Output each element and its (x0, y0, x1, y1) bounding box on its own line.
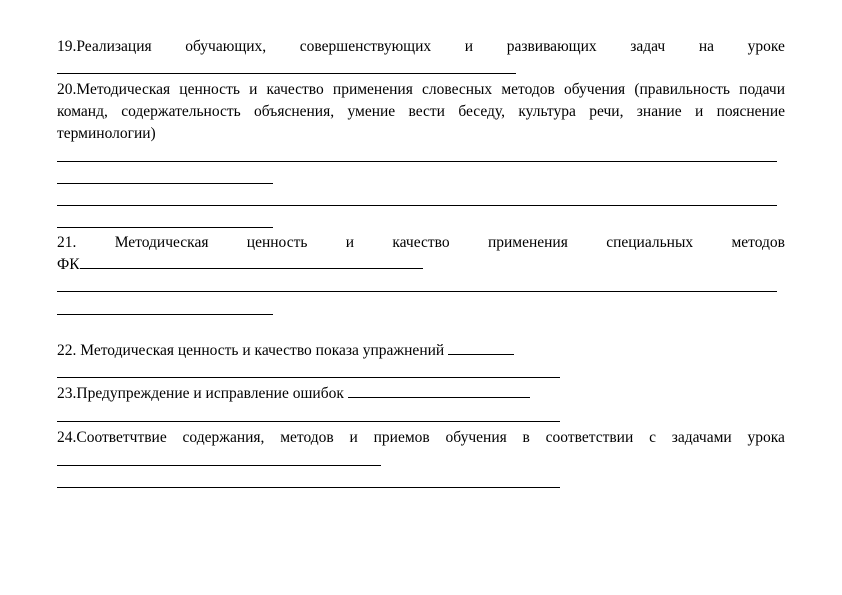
item-22-text: 22. Методическая ценность и качество показа упражнений (57, 342, 445, 359)
item-24-word: с (649, 429, 656, 446)
item-24-word: урока (747, 429, 785, 446)
item-21-word: ценность (246, 234, 308, 251)
answer-line-24a (57, 465, 381, 466)
answer-line-20c (57, 205, 777, 206)
answer-line-20b (57, 183, 273, 184)
item-20-text: 20.Методическая ценность и качество применения словесных методов обучения (правильность подачи команд, содержательность объяснения, умение вести беседу, культура речи, знание и пояснение терминологии) (57, 81, 785, 142)
item-21-word: и (345, 234, 355, 251)
item-19-word: 19.Реализация (57, 38, 152, 55)
item-21-line (57, 232, 785, 254)
item-24-word: в (522, 429, 530, 446)
item-21-word: применения (487, 234, 568, 251)
item-24-word: и (349, 429, 358, 446)
answer-line-21b (57, 314, 273, 315)
item-24-word: содержания, (182, 429, 265, 446)
item-24-line (57, 427, 785, 449)
item-19-word: уроке (747, 38, 785, 55)
answer-line-23 (57, 421, 560, 422)
item-19-word: и (464, 38, 474, 55)
item-22-line (57, 340, 785, 362)
item-24-word: обучения (445, 429, 507, 446)
item-19-word: совершенствующих (299, 38, 432, 55)
item-21-word: 21. (57, 234, 77, 251)
item-24-word: задачами (671, 429, 732, 446)
answer-line-22 (57, 377, 560, 378)
item-24-word: методов (280, 429, 334, 446)
answer-line-22-inline (448, 340, 514, 355)
item-21-line2 (57, 254, 785, 276)
answer-line-19 (57, 73, 516, 74)
item-23-line (57, 383, 785, 405)
item-24-word: соответствии (545, 429, 634, 446)
item-19-word: развивающих (506, 38, 597, 55)
answer-line-21a (57, 291, 777, 292)
answer-line-20d (57, 227, 273, 228)
item-19-word: на (698, 38, 715, 55)
item-19-word: обучающих, (185, 38, 267, 55)
item-23-text: 23.Предупреждение и исправление ошибок (57, 385, 344, 402)
answer-line-23-inline (348, 383, 530, 398)
item-21-fk: ФК (57, 256, 80, 273)
item-21-word: Методическая (114, 234, 209, 251)
item-24-word: 24.Соответчтвие (57, 429, 167, 446)
answer-line-24b (57, 487, 560, 488)
item-21-word: качество (392, 234, 450, 251)
item-19-word: задач (630, 38, 666, 55)
item-19-line (57, 36, 785, 58)
answer-line-21-inline (80, 254, 423, 269)
item-21-word: специальных (606, 234, 694, 251)
item-24-word: приемов (373, 429, 430, 446)
item-21-word: методов (731, 234, 785, 251)
answer-line-20a (57, 161, 777, 162)
